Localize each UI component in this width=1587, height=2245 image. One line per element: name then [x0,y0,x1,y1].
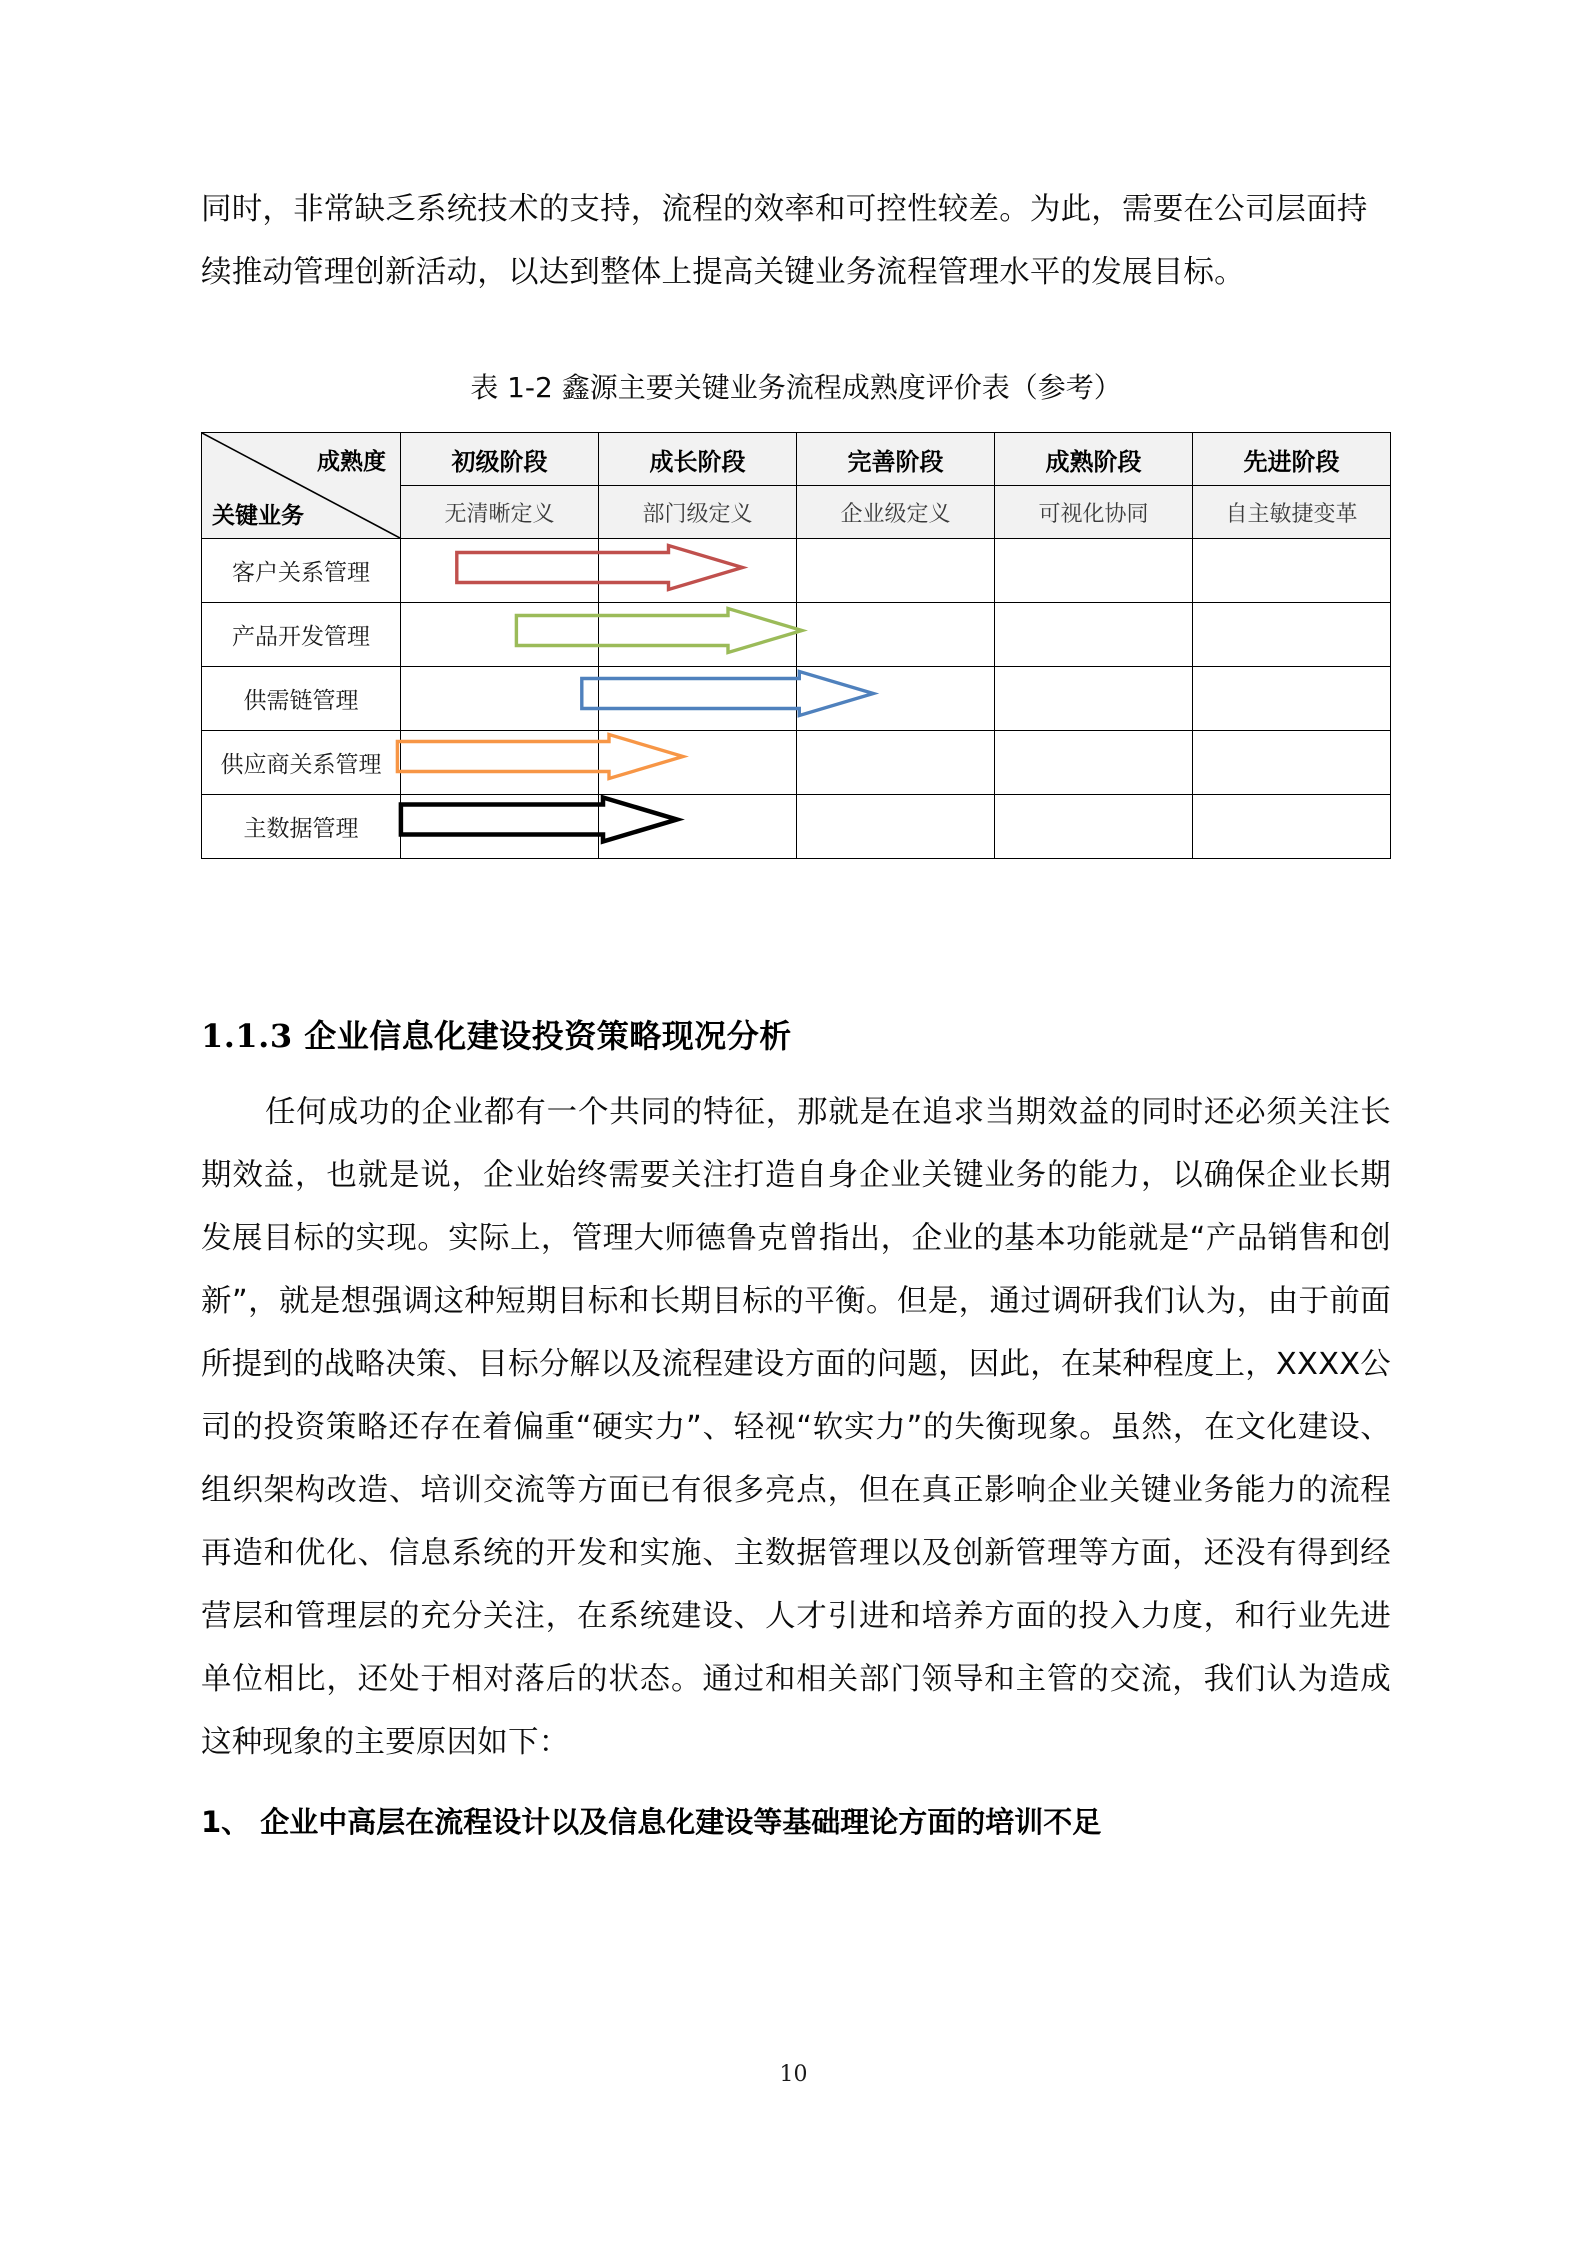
matrix-cell-r4-c3 [995,795,1193,859]
matrix-cell-r2-c4 [1193,667,1391,731]
stage-header-1: 成长阶段 [599,433,797,486]
intro-paragraph-line-1: 同时，非常缺乏系统技术的支持，流程的效率和可控性较差。为此，需要在公司层面持 [201,192,1368,227]
stage-header-0: 初级阶段 [401,433,599,486]
matrix-cell-r0-c4 [1193,539,1391,603]
matrix-cell-r4-c4 [1193,795,1391,859]
row-label-4: 主数据管理 [202,795,401,859]
corner-top-label: 成熟度 [317,449,386,475]
matrix-cell-r3-c3 [995,731,1193,795]
table-row [202,539,1391,603]
row-label-2: 供需链管理 [202,667,401,731]
section-body-paragraph: 任何成功的企业都有一个共同的特征，那就是在追求当期效益的同时还必须关注长期效益，也就是说，企业始终需要关注打造自身企业关键业务的能力，以确保企业长期发展目标的实现。实际上，管理大师德鲁克曾指出，企业的基本功能就是“产品销售和创新”，就是想强调这种短期目标和长期目标的平衡。但是，通过调研我们认为，由于前面所提到的战略决策、目标分解以及流程建设方面的问题，因此，在某种程度上，XXXX公司的投资策略还存在着偏重“硬实力”、轻视“软实力”的失衡现象。虽然，在文化建设、组织架构改造、培训交流等方面已有很多亮点，但在真正影响企业关键业务能力的流程再造和优化、信息系统的开发和实施、主数据管理以及创新管理等方面，还没有得到经营层和管理层的充分关注，在系统建设、人才引进和培养方面的投入力度，和行业先进单位相比，还处于相对落后的状态。通过和相关部门领导和主管的交流，我们认为造成这种现象的主要原因如下： [201,1095,1391,1760]
stage-header-4: 先进阶段 [1193,433,1391,486]
matrix-cell-r0-c3 [995,539,1193,603]
stage-description-3: 可视化协同 [995,486,1193,539]
row-label-3: 供应商关系管理 [202,731,401,795]
stage-header-3: 成熟阶段 [995,433,1193,486]
table-header-row-stages [202,433,1391,486]
table-row [202,731,1391,795]
matrix-cell-r3-c1 [599,731,797,795]
page-number: 10 [779,2062,808,2087]
matrix-cell-r0-c1 [599,539,797,603]
corner-bottom-label: 关键业务 [212,503,304,529]
row-label-1: 产品开发管理 [202,603,401,667]
table-caption [201,338,1391,422]
table-caption-text: 表 1-2 鑫源主要关键业务流程成熟度评价表（参考） [470,371,1122,404]
matrix-cell-r3-c2 [797,731,995,795]
maturity-table [201,432,1391,859]
table-row [202,795,1391,859]
maturity-matrix-table [201,432,1391,859]
section-block [201,965,1391,1852]
matrix-cell-r3-c0 [401,731,599,795]
section-list-item-1: 1、 企业中高层在流程设计以及信息化建设等基础理论方面的培训不足 [201,1805,1102,1839]
table-row [202,667,1391,731]
stage-description-2: 企业级定义 [797,486,995,539]
matrix-cell-r2-c3 [995,667,1193,731]
matrix-cell-r2-c1 [599,667,797,731]
matrix-cell-r3-c4 [1193,731,1391,795]
matrix-cell-r1-c4 [1193,603,1391,667]
stage-description-1: 部门级定义 [599,486,797,539]
matrix-cell-r1-c2 [797,603,995,667]
diagonal-corner-cell [202,433,401,539]
table-row [202,603,1391,667]
stage-header-2: 完善阶段 [797,433,995,486]
matrix-cell-r1-c3 [995,603,1193,667]
intro-paragraph-line-2: 续推动管理创新活动，以达到整体上提高关键业务流程管理水平的发展目标。 [201,255,1245,290]
matrix-cell-r2-c2 [797,667,995,731]
matrix-cell-r4-c2 [797,795,995,859]
matrix-cell-r2-c0 [401,667,599,731]
intro-paragraph-block [201,178,1391,304]
matrix-cell-r4-c1 [599,795,797,859]
stage-description-0: 无清晰定义 [401,486,599,539]
section-heading: 1.1.3 企业信息化建设投资策略现况分析 [201,1017,792,1055]
stage-description-4: 自主敏捷变革 [1193,486,1391,539]
table-body [202,539,1391,859]
matrix-cell-r0-c0 [401,539,599,603]
matrix-cell-r1-c1 [599,603,797,667]
matrix-cell-r1-c0 [401,603,599,667]
row-label-0: 客户关系管理 [202,539,401,603]
matrix-cell-r4-c0 [401,795,599,859]
matrix-cell-r0-c2 [797,539,995,603]
table-header [202,433,1391,539]
